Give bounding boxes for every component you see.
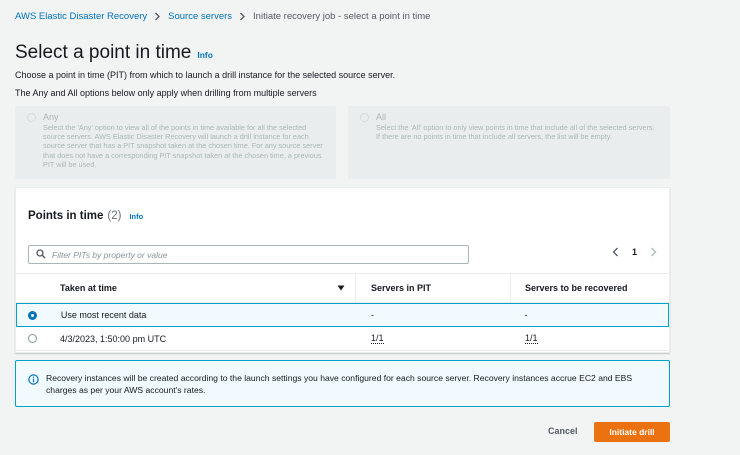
panel-info-link[interactable]: Info [129,212,144,221]
pagination [612,247,657,257]
sort-down-icon[interactable] [337,283,345,293]
breadcrumb-link-disaster-recovery[interactable]: AWS Elastic Disaster Recovery [15,11,148,22]
cell-servers-in-pit: - [370,310,374,320]
page-title: Select a point in time [15,42,192,63]
cancel-button[interactable]: Cancel [548,426,578,436]
breadcrumb-current: Initiate recovery job - select a point in time [253,11,431,22]
chevron-right-icon [239,12,246,21]
info-circle-icon [28,372,39,406]
table-header-row [16,273,669,303]
table-row[interactable] [16,303,669,327]
option-all-label: All [376,112,387,122]
servers-in-pit-value[interactable]: 1/1 [371,333,384,343]
filter-input[interactable] [52,250,452,260]
points-in-time-panel [15,187,670,353]
filter-search-box[interactable] [28,245,469,264]
option-all-radio [360,113,369,122]
panel-title: Points in time [28,210,104,222]
cell-taken-at-time: Use most recent data [60,310,147,320]
chevron-right-icon[interactable] [650,247,657,257]
info-alert [15,360,670,407]
page-description: Choose a point in time (PIT) from which to launch a drill instance for the selected source server. [15,70,396,80]
option-any-tile [15,106,336,179]
column-header-label: Taken at time [60,283,117,293]
points-in-time-table [16,273,669,351]
initiate-drill-button[interactable]: Initiate drill [594,422,670,442]
cell-servers-to-recover: - [524,310,528,320]
panel-header [28,210,143,222]
search-icon [36,246,46,264]
column-header-servers-to-be-recovered[interactable]: Servers to be recovered [525,283,628,293]
row-radio[interactable] [28,334,37,343]
cell-taken-at-time: 4/3/2023, 1:50:00 pm UTC [60,333,167,344]
row-select-cell[interactable] [16,327,48,350]
column-header-servers-in-pit[interactable]: Servers in PIT [356,274,511,302]
option-all-description: Select the 'All' option to only view points in time that include all of the selected servers. If there are no points in time that include all servers, the list will be empty. [376,123,655,142]
cell-servers-to-recover [511,327,669,350]
table-row[interactable] [16,327,669,351]
breadcrumb-link-source-servers[interactable]: Source servers [168,11,233,22]
column-header-taken-at-time[interactable] [48,274,356,302]
chevron-left-icon[interactable] [612,247,619,257]
breadcrumb [15,11,430,22]
row-select-cell[interactable] [17,304,49,326]
row-radio-selected[interactable] [28,311,37,320]
chevron-right-icon [154,12,161,21]
servers-to-recover-value[interactable]: 1/1 [525,333,538,343]
header-select-cell [16,274,48,302]
option-any-description: Select the 'Any' option to view all of the points in time available for all the selected source servers. AWS Elastic Disaster Recovery will launch a drill instance for each source server that has a PIT snapshot taken at the chosen time. For any source server that does not have a corresponding PIT snapshot taken at the chosen time, a previous PIT will be used. [43,123,323,169]
page-note: The Any and All options below only apply when drilling from multiple servers [15,88,317,98]
option-all-tile [348,106,670,179]
panel-count: (2) [107,210,122,222]
cell-servers-in-pit [356,327,511,350]
option-any-label: Any [43,112,59,122]
option-any-radio [27,113,36,122]
page-title-row [15,42,213,64]
page-info-link[interactable]: Info [197,50,213,60]
page-number[interactable]: 1 [631,247,637,257]
info-alert-text: Recovery instances will be created according to the launch settings you have configured for each source server. Recovery instances accrue EC2 and EBS charges as per your AWS account's rates. [46,373,633,395]
